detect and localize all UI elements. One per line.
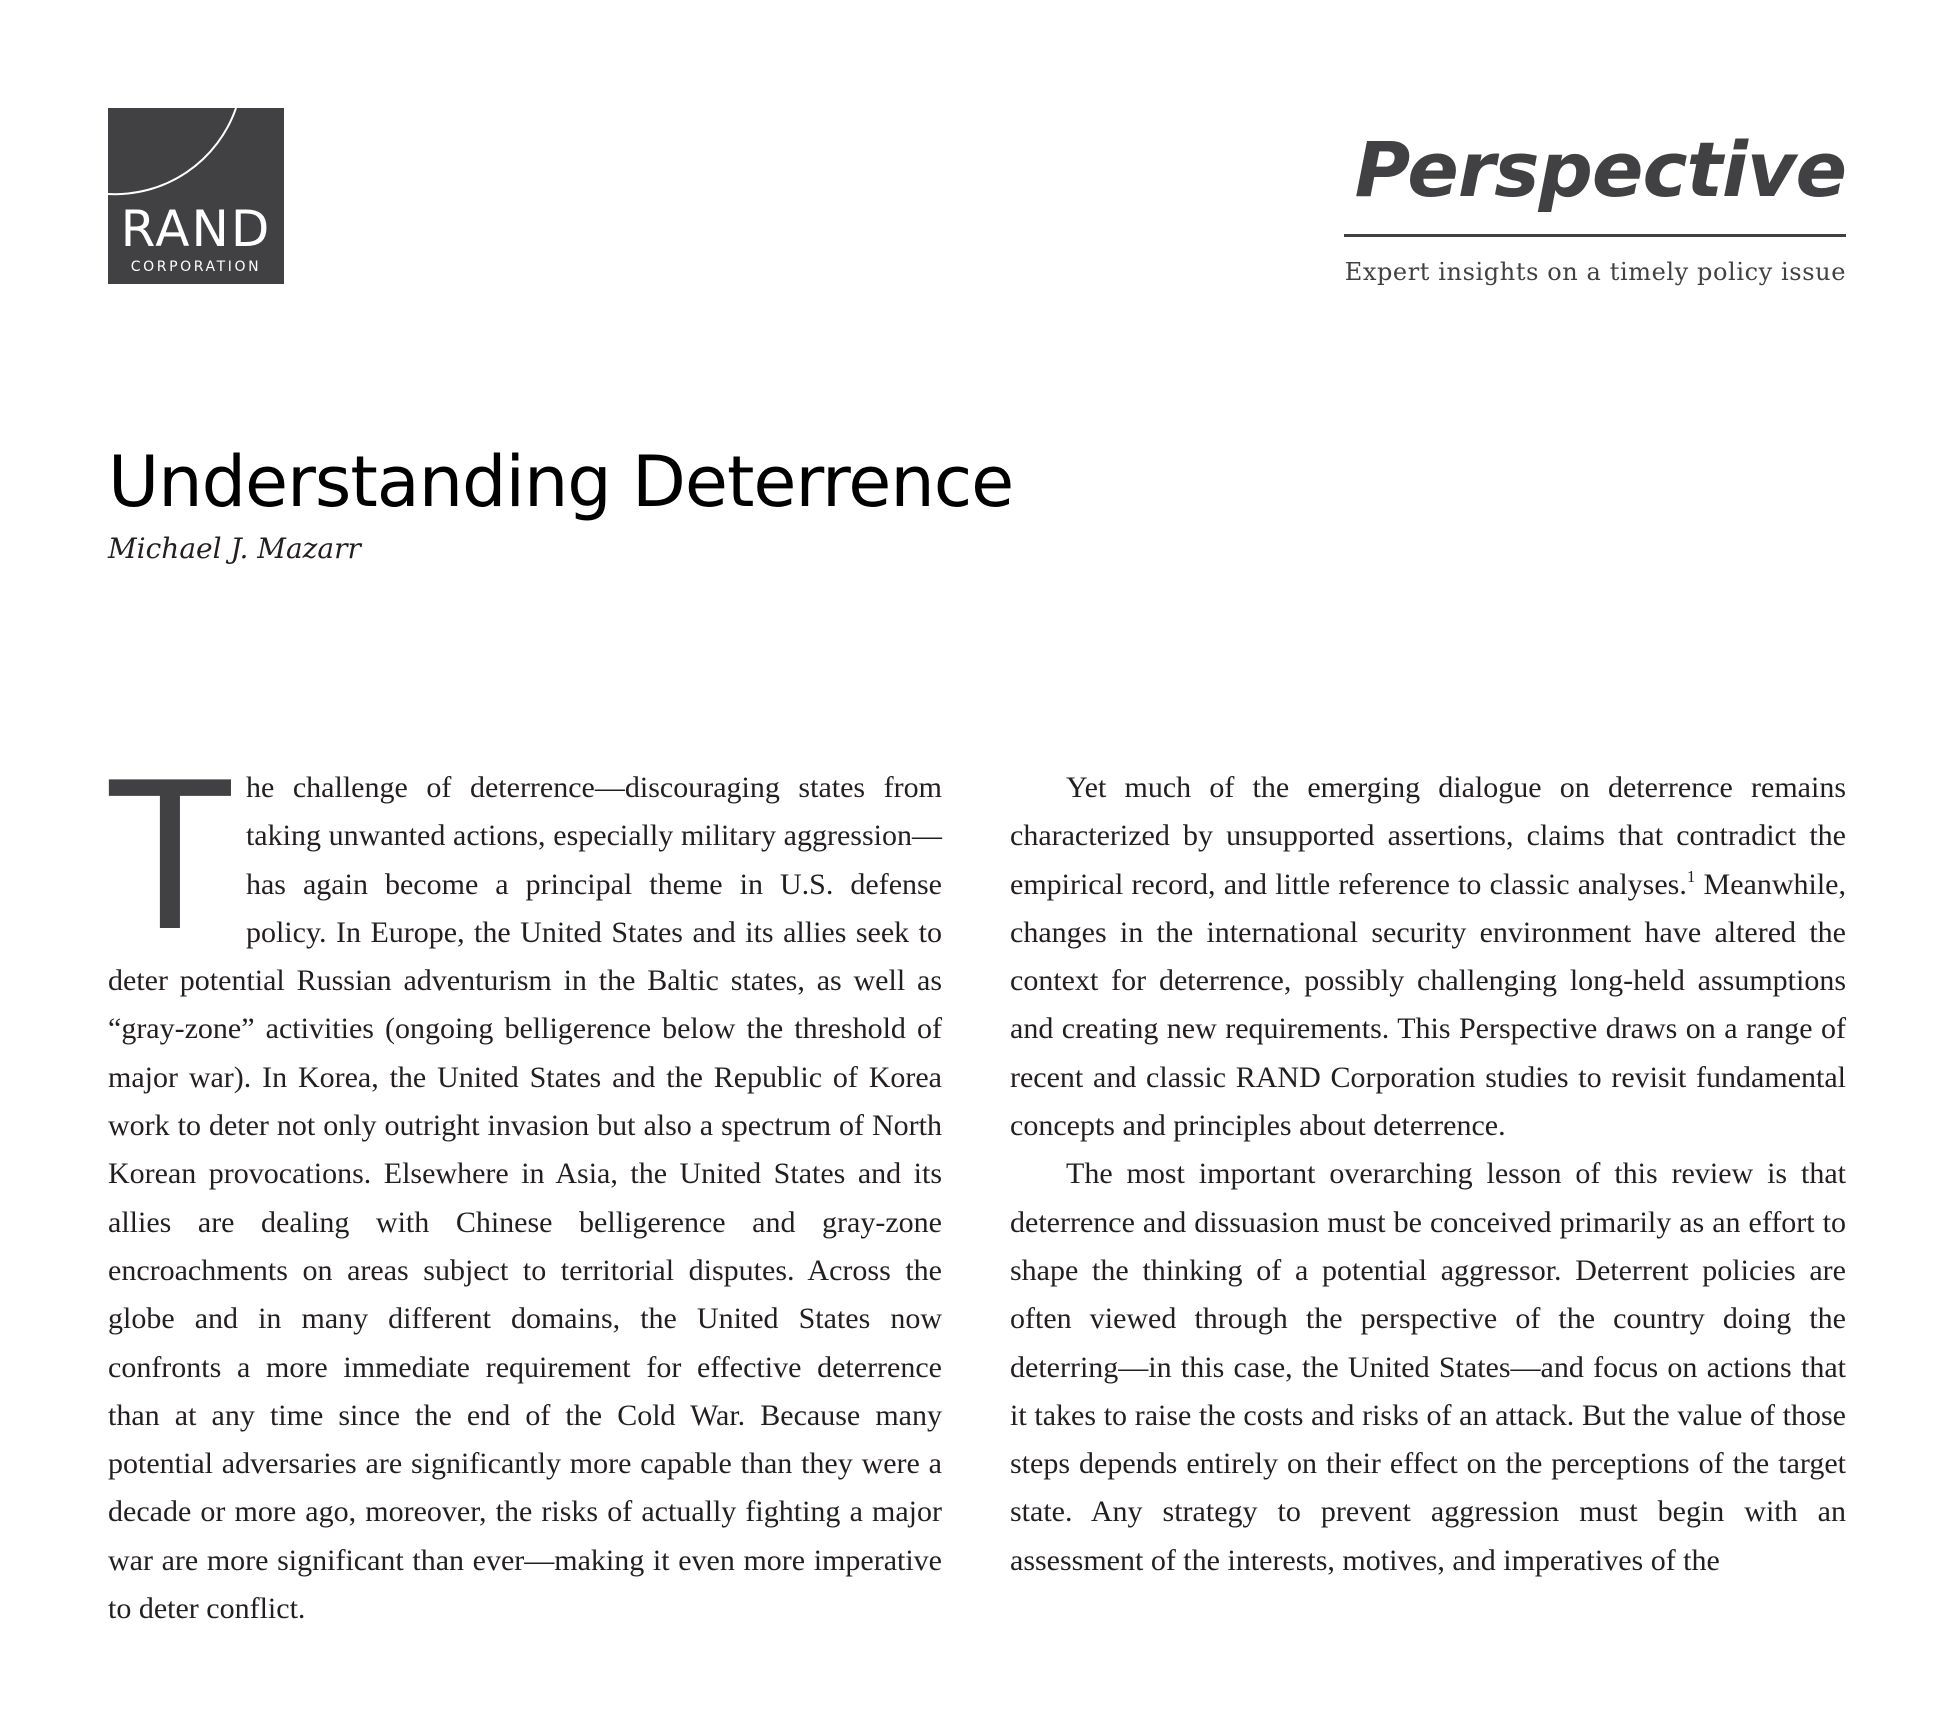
author-name: Michael J. Mazarr	[108, 532, 361, 565]
paragraph-dialogue-text-a: Yet much of the emerging dialogue on deterrence remains characterized by unsupported assertions, claims that contradict the empirical record, and little reference to classic analyses.	[1010, 771, 1846, 901]
body-column-right	[1010, 764, 1846, 1585]
paragraph-dialogue-text-b: Meanwhile, changes in the international security environment have altered the context for deterrence, possibly challenging long-held assumptions and creating new requirements. This Perspective draws on a range of recent and classic RAND Corporation studies to revisit fundamental concepts and principles about deterrence.	[1010, 867, 1846, 1143]
rand-logo	[108, 108, 284, 284]
page-title: Understanding Deterrence	[108, 440, 1014, 523]
body-column-left	[104, 732, 942, 1633]
drop-cap: T	[104, 732, 236, 974]
footnote-marker[interactable]: 1	[1686, 866, 1696, 886]
paragraph-intro	[104, 732, 942, 1633]
paragraph-dialogue	[1010, 764, 1846, 1150]
logo-subtitle: CORPORATION	[130, 259, 262, 275]
series-title: Perspective	[1354, 125, 1846, 214]
series-divider	[1344, 234, 1846, 237]
paragraph-intro-text: he challenge of deterrence—discouraging states from taking unwanted actions, especially military aggression—has again become a principal theme in U.S. defense policy. In Europe, the United States and its allies seek to deter potential Russian adventurism in the Baltic states, as well as “gray-zone” activities (ongoing belligerence below the threshold of major war). In Korea, the United States and the Republic of Korea work to deter not only outright invasion but also a spectrum of North Korean provocations. Elsewhere in Asia, the United States and its allies are dealing with Chinese belligerence and gray-zone encroachments on areas subject to territorial disputes. Across the globe and in many different domains, the United States now confronts a more immediate requirement for effective deterrence than at any time since the end of the Cold War. Because many potential adversaries are significantly more capable than they were a decade or more ago, moreover, the risks of actually fighting a major war are more significant than ever—making it even more imperative to deter conflict.	[108, 771, 942, 1626]
paragraph-lesson: The most important overarching lesson of this review is that deterrence and dissuasion must be conceived primarily as an effort to shape the thinking of a potential aggressor. Deterrent policies are often viewed through the perspective of the country doing the deterring—in this case, the United States—and focus on actions that it takes to raise the costs and risks of an attack. But the value of those steps depends entirely on their effect on the perceptions of the target state. Any strategy to prevent aggression must begin with an assessment of the interests, motives, and imperatives of the	[1010, 1157, 1846, 1577]
logo-name: RAND	[120, 200, 272, 258]
series-tagline: Expert insights on a timely policy issue	[1344, 258, 1846, 286]
